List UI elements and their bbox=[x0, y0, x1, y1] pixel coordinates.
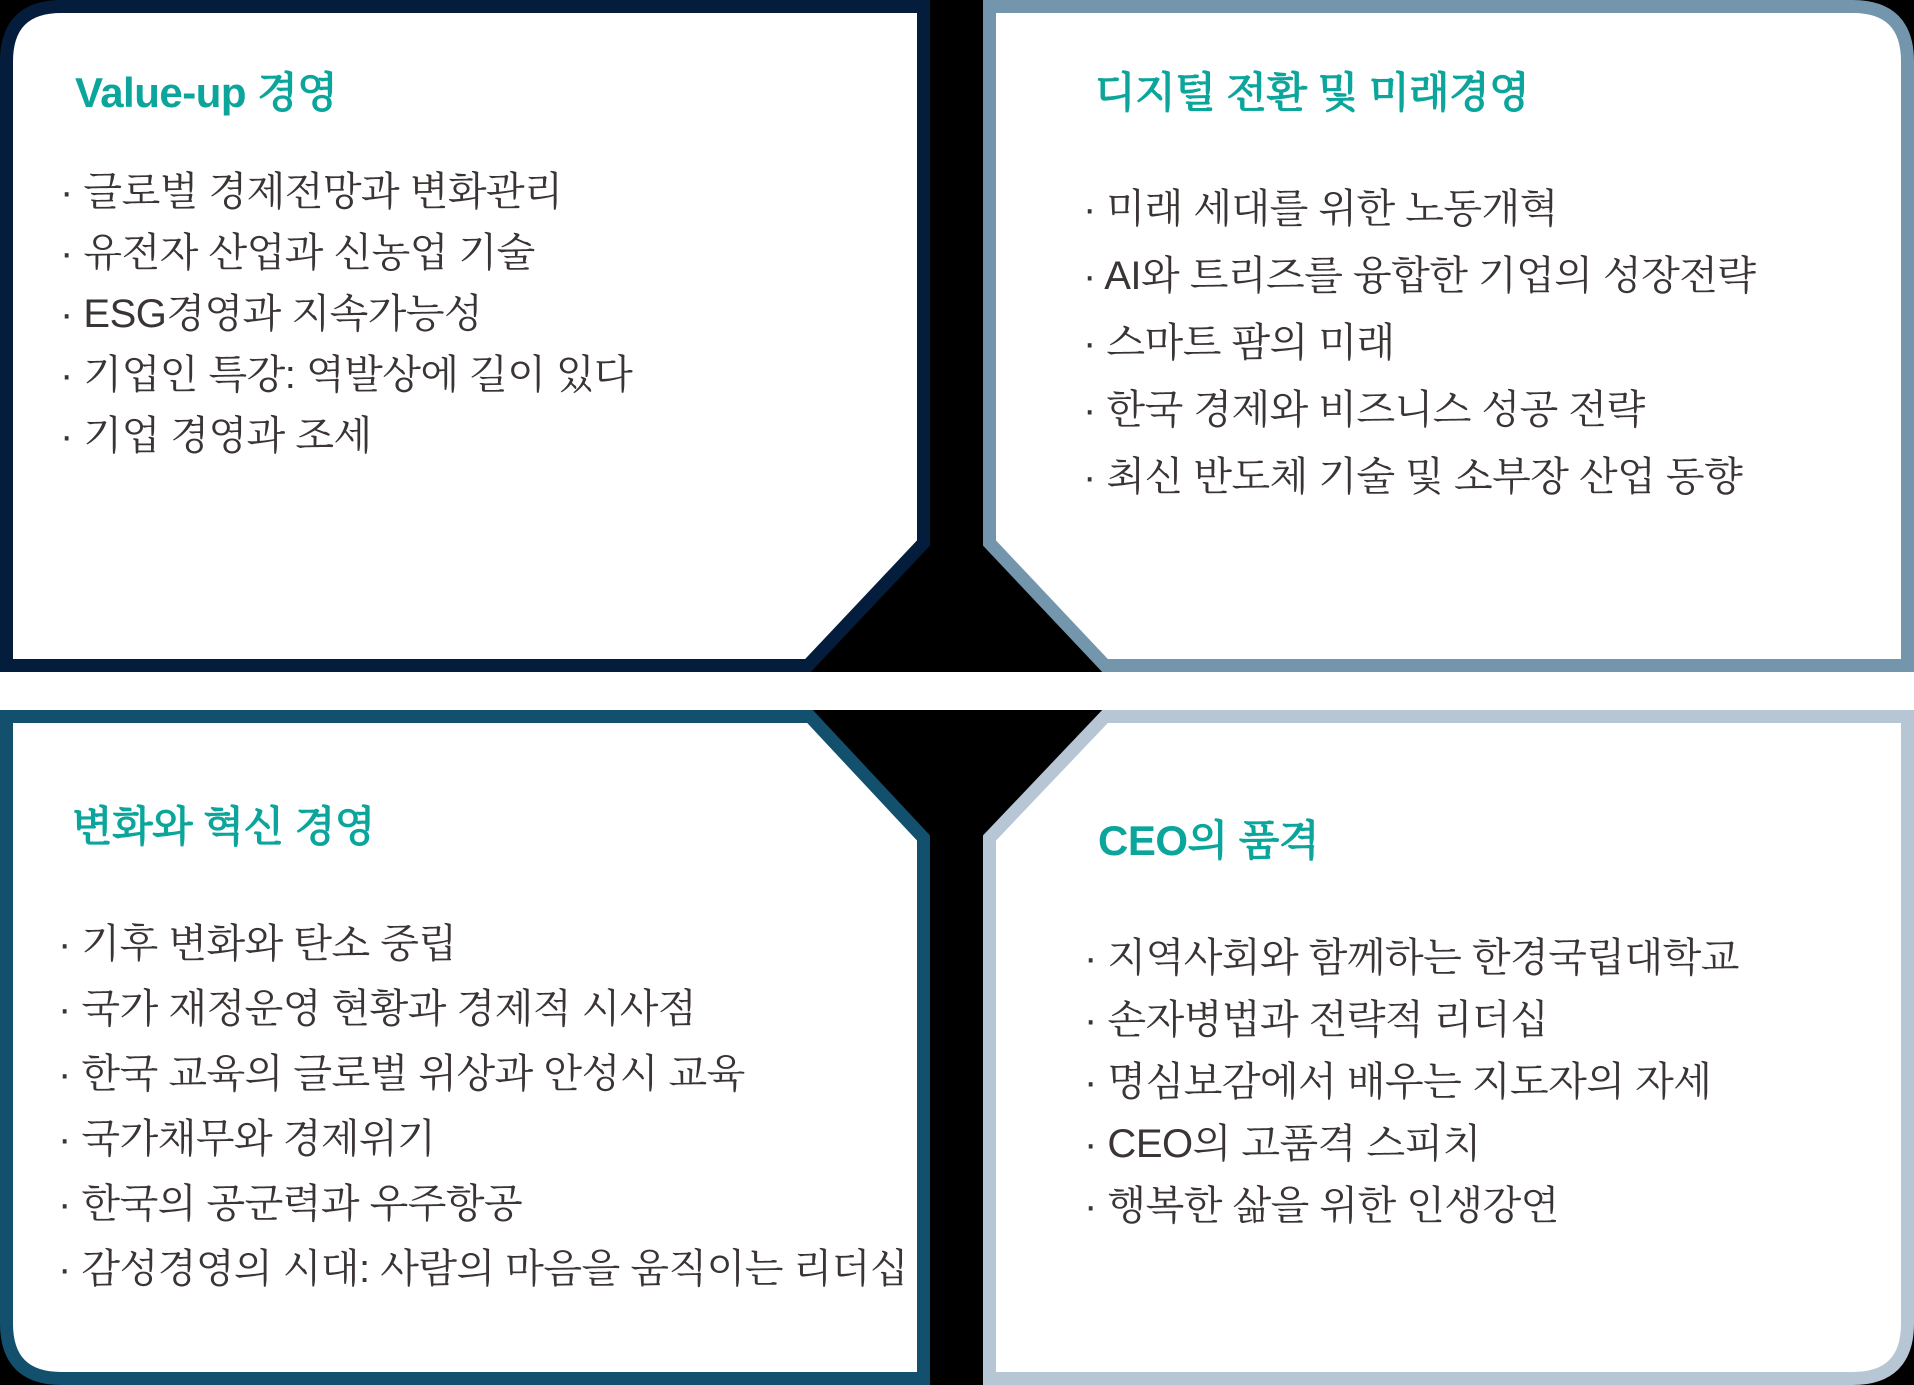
list-item: · 글로벌 경제전망과 변화관리 bbox=[60, 170, 563, 214]
list-item: · 유전자 산업과 신농업 기술 bbox=[60, 231, 535, 275]
card-value-up-shape bbox=[7, 7, 924, 666]
list-item: · 손자병법과 전략적 리더십 bbox=[1084, 998, 1549, 1042]
list-item: · 감성경영의 시대: 사람의 마음을 움직이는 리더십 bbox=[58, 1247, 908, 1291]
list-item: · 국가 재정운영 현황과 경제적 시사점 bbox=[58, 987, 696, 1031]
list-item: · 한국 교육의 글로벌 위상과 안성시 교육 bbox=[58, 1052, 745, 1096]
list-item: · 기업 경영과 조세 bbox=[60, 414, 372, 458]
list-item: · 스마트 팜의 미래 bbox=[1083, 321, 1395, 365]
divider-band bbox=[0, 672, 1914, 710]
card-change-innovation-title: 변화와 혁신 경영 bbox=[72, 803, 375, 850]
list-item: · 행복한 삶을 위한 인생강연 bbox=[1084, 1184, 1559, 1228]
card-change-innovation-shape bbox=[7, 717, 924, 1379]
card-digital-future-title: 디지털 전환 및 미래경영 bbox=[1095, 69, 1530, 116]
card-value-up-title: Value-up 경영 bbox=[75, 69, 338, 116]
list-item: · AI와 트리즈를 융합한 기업의 성장전략 bbox=[1083, 254, 1756, 298]
card-ceo-class-shape bbox=[990, 717, 1908, 1379]
list-item: · 명심보감에서 배우는 지도자의 자세 bbox=[1084, 1060, 1712, 1104]
list-item: · 기업인 특강: 역발상에 길이 있다 bbox=[60, 353, 633, 397]
list-item: · 기후 변화와 탄소 중립 bbox=[58, 922, 457, 966]
list-item: · 미래 세대를 위한 노동개혁 bbox=[1083, 187, 1558, 231]
list-item: · 지역사회와 함께하는 한경국립대학교 bbox=[1084, 936, 1739, 980]
list-item: · CEO의 고품격 스피치 bbox=[1084, 1122, 1481, 1166]
card-ceo-class-title: CEO의 품격 bbox=[1098, 817, 1319, 864]
list-item: · ESG경영과 지속가능성 bbox=[60, 292, 483, 336]
list-item: · 한국의 공군력과 우주항공 bbox=[58, 1182, 523, 1226]
list-item: · 한국 경제와 비즈니스 성공 전략 bbox=[1083, 388, 1645, 432]
list-item: · 최신 반도체 기술 및 소부장 산업 동향 bbox=[1083, 455, 1743, 499]
card-digital-future-shape bbox=[990, 7, 1908, 666]
list-item: · 국가채무와 경제위기 bbox=[58, 1117, 436, 1161]
